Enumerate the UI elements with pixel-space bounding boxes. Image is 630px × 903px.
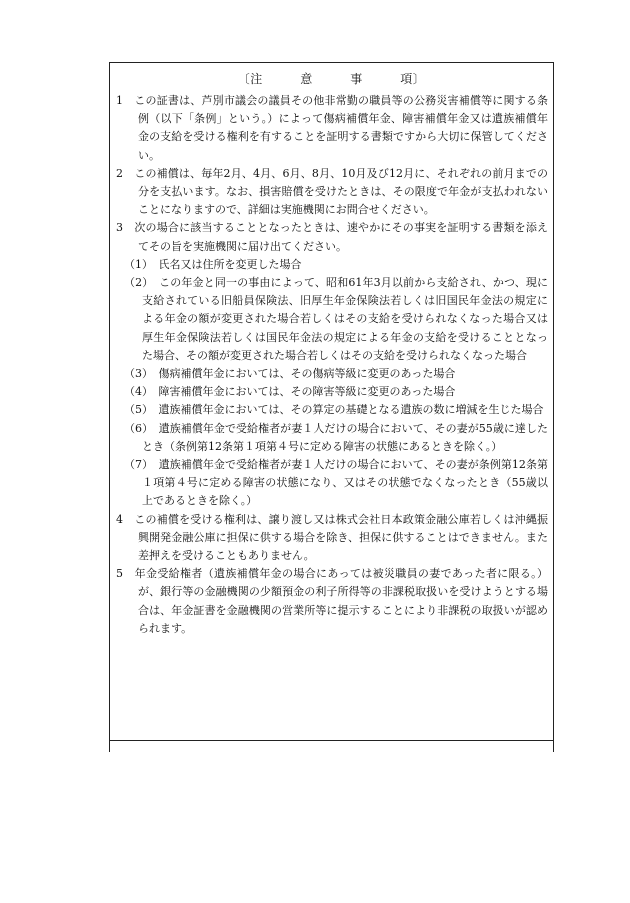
notice-subitem-3 [120,365,548,383]
subitem-number: （4） [124,385,148,399]
item-number: 1 [116,94,123,107]
subitem-text: 遺族補償年金で受給権者が妻１人だけの場合において、その妻が条例第12条第１項第４号に定める障害の状態になり、又はその状態でなくなったとき（55歳以上であるときを除く。） [142,458,548,508]
subitem-number: （2） [124,276,148,290]
subitem-number: （5） [124,403,148,417]
frame-tick-right [553,740,554,752]
subitem-text: 遺族補償年金で受給権者が妻１人だけの場合において、その妻が55歳に達したとき（条例第12条第１項第４号に定める障害の状態にあるときを除く。） [142,421,548,453]
notice-heading: 〔注 意 事 項〕 [237,72,426,86]
item-number: 4 [116,512,123,526]
item-number: 5 [116,567,123,581]
frame-tick-left [109,740,110,752]
item-number: 3 [116,221,123,235]
item-text: 年金受給権者（遺族補償年金の場合にあっては被災職員の妻であった者に限る。）が、銀行等の金融機関の少額預金の利子所得等の非課税取扱いを受けようとする場合は、年金証書を金融機関の営業所等に提示することにより非課税の取扱いが認められます。 [134,567,548,635]
notice-subitem-5 [120,401,548,419]
subitem-text: この年金と同一の事由によって、昭和61年3月以前から支給され、かつ、現に支給されている旧船員保険法、旧厚生年金保険法若しくは旧国民年金法の規定による年金の額が変更された場合若しくはその支給を受けられなくなった場合又は厚生年金保険法若しくは国民年金法の規定による年金の支給を受けることとなった場合、その額が変更された場合若しくはその支給を受けられなくなった場合 [142,276,549,362]
item-text: この補償は、毎年2月、4月、6月、8月、10月及び12月に、それぞれの前月までの分を支払います。なお、損害賠償を受けたときは、その限度で年金が支払われないことになりますので、詳細は実施機関にお問合せください。 [134,166,548,217]
item-text: この補償を受ける権利は、譲り渡し又は株式会社日本政策金融公庫若しくは沖縄振興開発金融公庫に担保に供する場合を除き、担保に供することはできません。また差押えを受けることもありません。 [134,512,549,563]
subitem-text: 障害補償年金においては、その障害等級に変更のあった場合 [158,385,456,399]
notice-item-2 [116,165,548,220]
notice-subitem-1 [120,256,548,274]
notice-subitem-6 [120,420,548,456]
notice-item-3 [116,219,548,255]
notice-item-5 [116,565,548,638]
notice-subitem-4 [120,383,548,401]
item-number: 2 [116,166,123,180]
notice-content [116,92,548,638]
subitem-text: 氏名又は住所を変更した場合 [158,257,302,271]
item-text: 次の場合に該当することとなったときは、速やかにその事実を証明する書類を添えてその旨を実施機関に届け出てください。 [134,221,549,253]
subitem-text: 遺族補償年金においては、その算定の基礎となる遺族の数に増減を生じた場合 [158,403,544,417]
notice-item-4 [116,511,548,566]
subitem-text: 傷病補償年金においては、その傷病等級に変更のあった場合 [158,367,456,381]
subitem-number: （3） [124,367,148,381]
subitem-number: （6） [124,421,148,435]
subitem-number: （7） [124,458,148,472]
subitem-number: （1） [124,257,148,271]
notice-subitem-7 [120,456,548,511]
notice-item-1 [116,92,548,165]
item-text: この証書は、芦別市議会の議員その他非常勤の職員等の公務災害補償等に関する条例（以下「条例」という。）によって傷病補償年金、障害補償年金又は遺族補償年金の支給を受ける権利を有することを証明する書類ですから大切に保管してください。 [134,94,549,162]
bottom-rule [109,740,554,741]
notice-subitem-2 [120,274,548,365]
